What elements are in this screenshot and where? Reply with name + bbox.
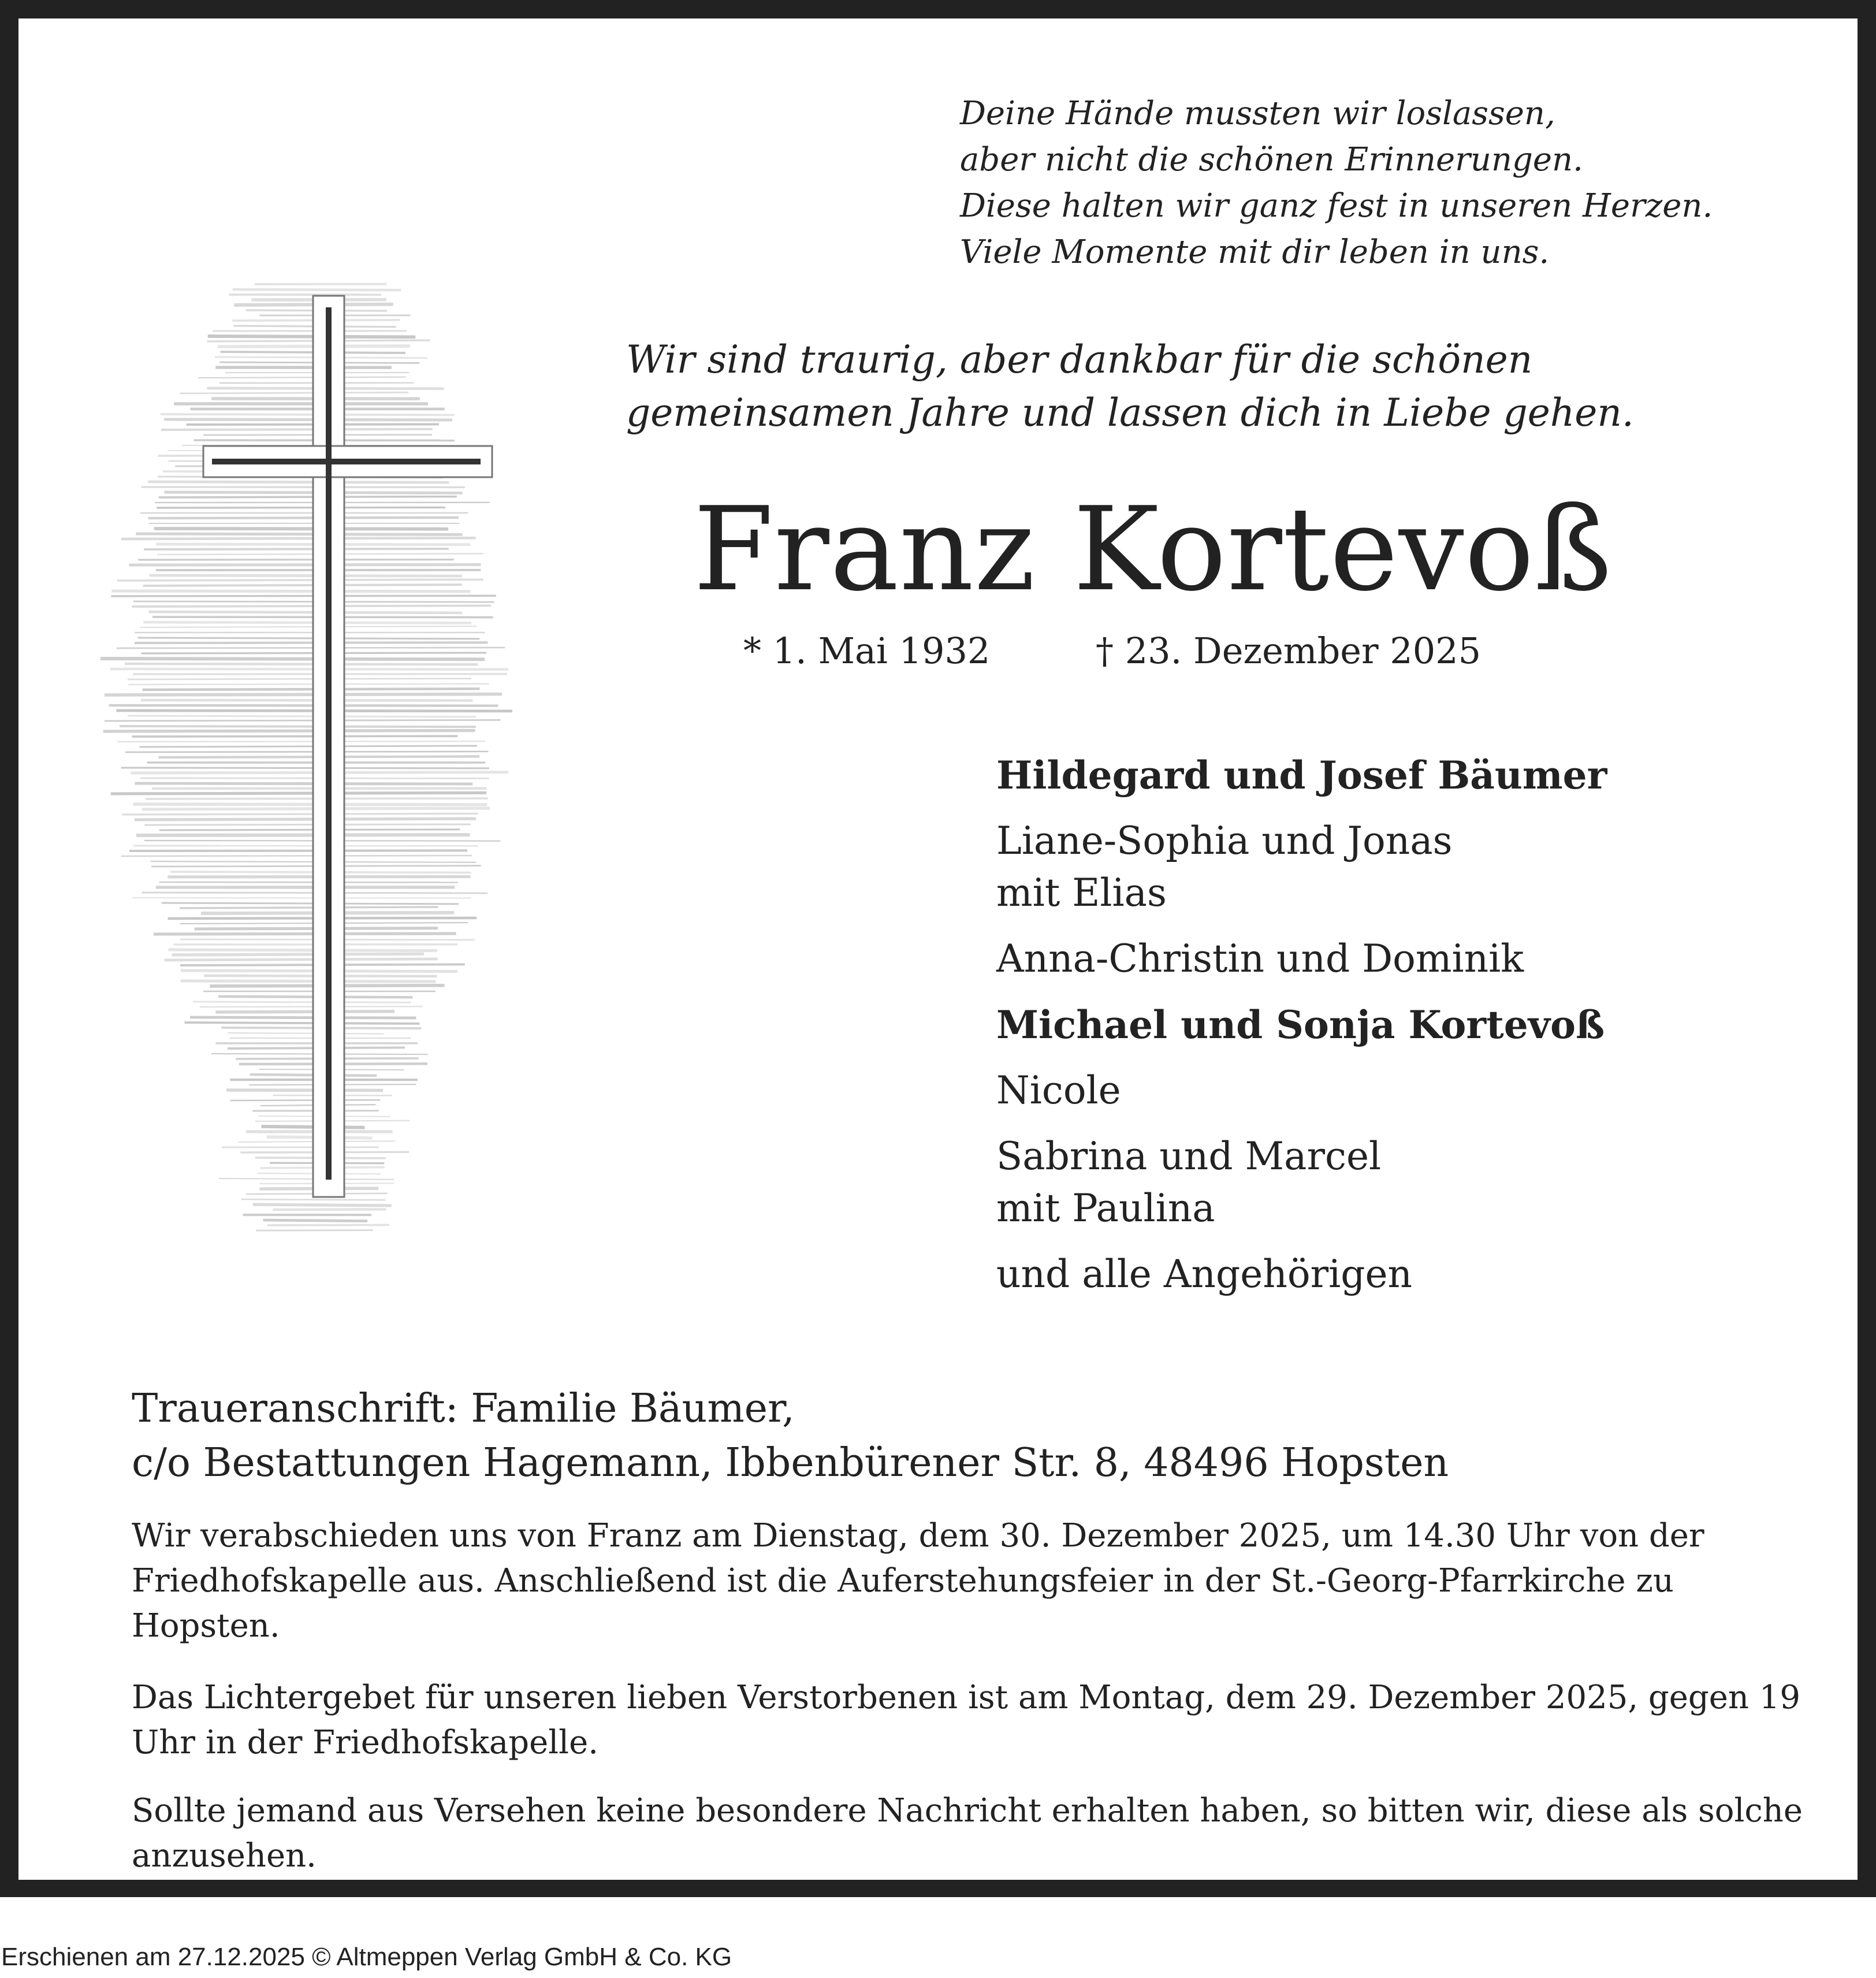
sketch-stroke <box>219 1178 394 1180</box>
family-group <box>996 1131 1607 1235</box>
death-date: † 23. Dezember 2025 <box>1096 630 1482 672</box>
motto <box>626 333 1634 440</box>
family-member-line: Anna-Christin und Dominik <box>996 936 1524 981</box>
sketch-stroke <box>180 907 438 908</box>
family-list <box>996 749 1607 1314</box>
sketch-stroke <box>164 959 437 960</box>
family-member-line: mit Elias <box>996 871 1167 915</box>
sketch-stroke <box>263 1220 368 1221</box>
sketch-stroke <box>253 1204 392 1206</box>
sketch-stroke <box>141 700 472 701</box>
sketch-stroke <box>190 1017 416 1018</box>
address-line: c/o Bestattungen Hagemann, Ibbenbürener Str. 8, 48496 Hopsten <box>132 1440 1449 1486</box>
funeral-info-paragraph: Wir verabschieden uns von Franz am Dienstag, dem 30. Dezember 2025, um 14.30 Uhr von der Friedhofskapelle aus. Anschließend ist die Auferstehungsfeier in der St.-Georg-Pfarrkirche zu Hopsten. <box>132 1517 1704 1645</box>
sketch-stroke <box>135 819 476 820</box>
mourning-address <box>132 1382 1449 1490</box>
motto-line: gemeinsamen Jahre und lassen dich in Liebe gehen. <box>626 391 1634 435</box>
family-member-line: Michael und Sonja Kortevoß <box>996 1002 1605 1047</box>
sketch-stroke <box>105 694 502 695</box>
sketch-stroke <box>208 336 416 337</box>
poem-line: Viele Momente mit dir leben in uns. <box>960 233 1550 271</box>
sketch-stroke <box>140 626 477 627</box>
sketch-stroke <box>132 736 458 737</box>
sketch-stroke <box>143 689 480 690</box>
sketch-stroke <box>143 622 471 623</box>
notice-paragraph: Sollte jemand aus Versehen keine besondere Nachricht erhalten haben, so bitten wir, diese als solche anzusehen. <box>132 1792 1803 1875</box>
family-member-line: Nicole <box>996 1068 1121 1113</box>
sketch-stroke <box>228 1033 384 1034</box>
sketch-stroke <box>111 793 486 794</box>
sketch-stroke <box>128 716 476 717</box>
publication-footer: Erschienen am 27.12.2025 © Altmeppen Verlag GmbH & Co. KG <box>1 1943 732 1971</box>
sketch-stroke <box>161 429 433 430</box>
address-line: Traueranschrift: Familie Bäumer, <box>132 1386 795 1432</box>
birth-date: * 1. Mai 1932 <box>743 630 991 672</box>
family-member-line: Hildegard und Josef Bäumer <box>996 753 1607 798</box>
sketch-stroke <box>135 642 488 643</box>
prayer-info-paragraph: Das Lichtergebet für unseren lieben Verstorbenen ist am Montag, dem 29. Dezember 2025, gegen 19 Uhr in der Friedhofskapelle. <box>132 1679 1801 1761</box>
sketch-stroke <box>164 419 452 420</box>
sketch-stroke <box>128 684 489 685</box>
sketch-stroke <box>184 1023 419 1024</box>
family-member-line: Sabrina und Marcel <box>996 1134 1382 1178</box>
family-member-line: und alle Angehörigen <box>996 1252 1413 1296</box>
sketch-stroke <box>110 669 509 670</box>
sketch-stroke <box>135 783 472 784</box>
sketch-stroke <box>273 1209 386 1210</box>
deceased-name: Franz Kortevoß <box>693 482 1613 617</box>
family-group <box>996 1065 1607 1117</box>
family-member-line: Liane-Sophia und Jonas <box>996 819 1453 863</box>
sketch-stroke <box>241 1199 386 1200</box>
poem <box>960 91 1713 276</box>
sketch-stroke <box>117 741 485 742</box>
sketch-stroke <box>133 804 487 805</box>
sketched-cross-image <box>94 273 515 1243</box>
sketch-stroke <box>129 850 467 851</box>
sketch-stroke <box>161 414 455 415</box>
sketch-stroke <box>105 720 500 721</box>
sketch-stroke <box>120 726 476 727</box>
sketch-stroke <box>138 638 480 639</box>
family-group <box>996 815 1607 919</box>
poem-line: aber nicht die schönen Erinnerungen. <box>960 141 1583 179</box>
sketch-stroke <box>200 1006 423 1007</box>
sketch-stroke <box>172 954 424 955</box>
motto-line: Wir sind traurig, aber dankbar für die schönen <box>626 337 1533 382</box>
sketch-stroke <box>233 289 401 290</box>
sketch-stroke <box>162 903 459 904</box>
sketch-stroke <box>122 813 478 815</box>
family-group <box>996 749 1607 801</box>
sketch-stroke <box>199 377 406 378</box>
poem-line: Deine Hände mussten wir loslassen, <box>960 95 1555 132</box>
family-group <box>996 999 1607 1051</box>
sketch-stroke <box>109 705 498 706</box>
sketch-stroke <box>139 746 477 747</box>
poem-line: Diese halten wir ganz fest in unseren Herzen. <box>960 187 1713 225</box>
family-group <box>996 1248 1607 1300</box>
sketch-stroke <box>169 950 438 951</box>
family-member-line: mit Paulina <box>996 1186 1215 1230</box>
cross-sketch-shading <box>100 284 512 1230</box>
sketch-stroke <box>144 824 471 825</box>
sketch-stroke <box>180 392 408 393</box>
family-group <box>996 933 1607 985</box>
